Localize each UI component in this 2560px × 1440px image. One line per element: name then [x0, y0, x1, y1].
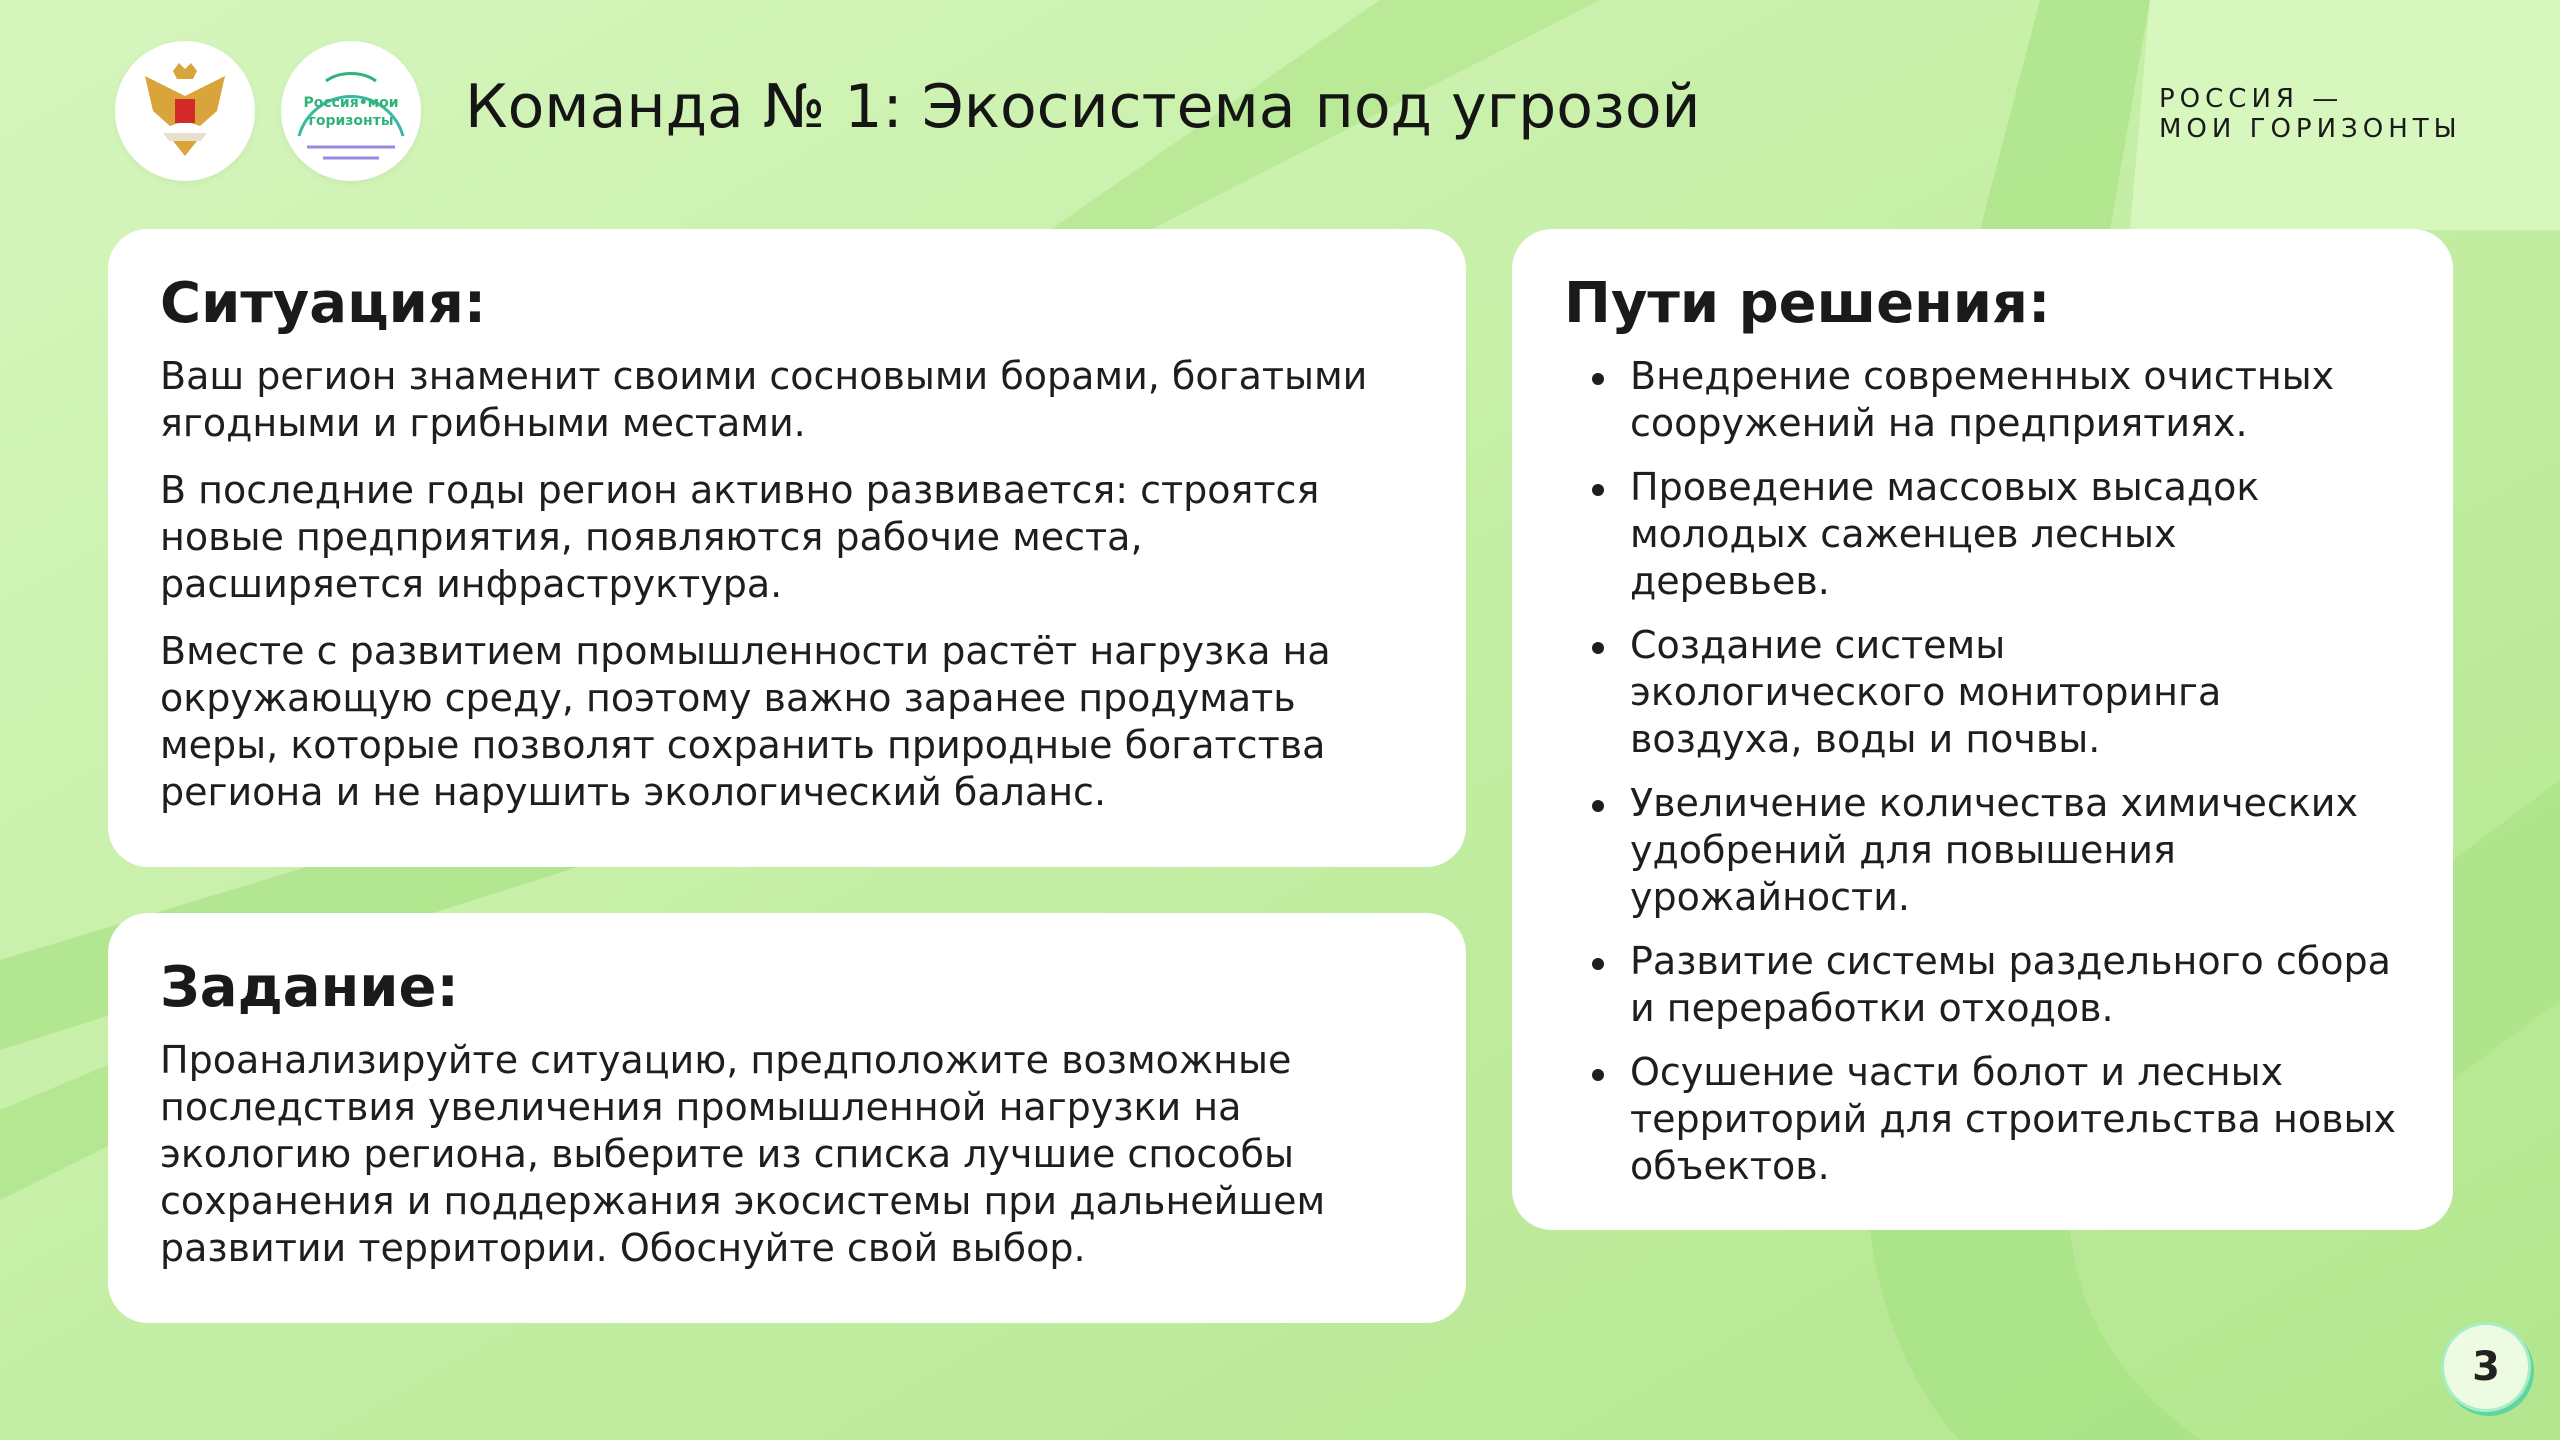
solution-item: Осушение части болот и лесных территорий для строительства новых объектов. — [1564, 1049, 2401, 1190]
horizons-logo — [281, 41, 421, 181]
situation-paragraph: Ваш регион знаменит своими сосновыми борами, богатыми ягодными и грибными местами. — [160, 354, 1368, 445]
task-card — [108, 913, 1466, 1323]
task-text: Проанализируйте ситуацию, предположите возможные последствия увеличения промышленной нагрузки на экологию региона, выберите из списка лучшие способы сохранения и поддержания экосистемы при дальнейшем развитии территории. Обоснуйте свой выбор. — [160, 1038, 1326, 1270]
double-headed-eagle-icon — [115, 41, 255, 181]
solution-item: Проведение массовых высадок молодых саженцев лесных деревьев. — [1564, 464, 2401, 605]
brand-line-2: МОИ ГОРИЗОНТЫ — [2159, 114, 2462, 144]
page-number-badge: 3 — [2441, 1322, 2531, 1412]
situation-paragraph: В последние годы регион активно развивается: строятся новые предприятия, появляются рабочие места, расширяется инфраструктура. — [160, 468, 1320, 606]
solutions-card — [1512, 229, 2453, 1230]
horizons-emblem-icon — [281, 41, 421, 181]
solutions-heading: Пути решения: — [1564, 271, 2051, 336]
svg-text:Россия•мои: Россия•мои — [303, 95, 399, 111]
svg-text:горизонты: горизонты — [308, 113, 394, 129]
brand-wordmark — [2159, 84, 2462, 144]
situation-card — [108, 229, 1466, 867]
task-heading: Задание: — [160, 955, 459, 1020]
brand-line-1: РОССИЯ — — [2159, 84, 2344, 114]
solutions-list — [1564, 353, 2401, 1190]
solution-item: Создание системы экологического мониторинга воздуха, воды и почвы. — [1564, 622, 2401, 763]
page-title: Команда № 1: Экосистема под угрозой — [465, 72, 1701, 142]
solution-item: Увеличение количества химических удобрений для повышения урожайности. — [1564, 780, 2401, 921]
solution-item: Внедрение современных очистных сооружений на предприятиях. — [1564, 353, 2401, 447]
ministry-logo — [115, 41, 255, 181]
solution-item: Развитие системы раздельного сбора и переработки отходов. — [1564, 938, 2401, 1032]
situation-paragraph: Вместе с развитием промышленности растёт нагрузка на окружающую среду, поэтому важно заранее продумать меры, которые позволят сохранить природные богатства региона и не нарушить экологический баланс. — [160, 629, 1331, 814]
situation-heading: Ситуация: — [160, 271, 487, 336]
